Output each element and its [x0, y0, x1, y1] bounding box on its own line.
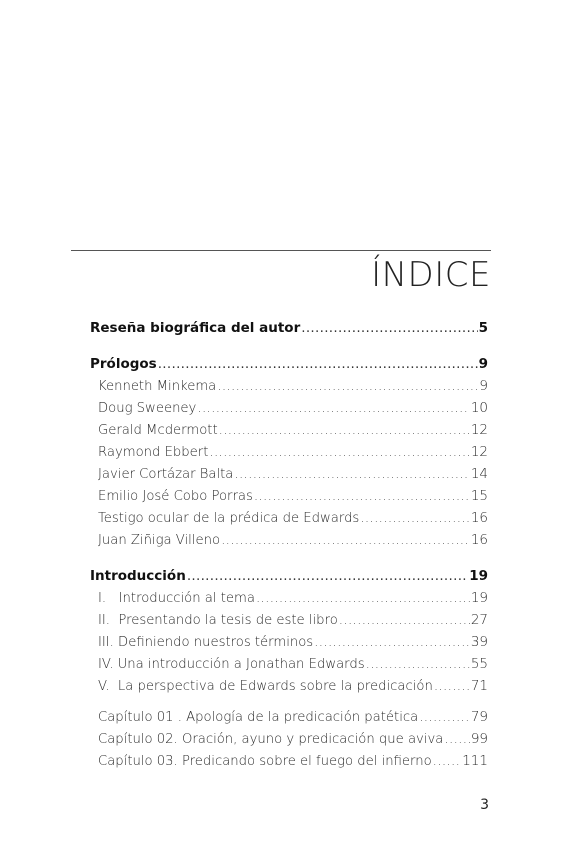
dot-leader [254, 485, 470, 507]
toc-entry-resena[interactable] [90, 317, 488, 339]
table-of-contents [90, 317, 488, 772]
toc-entry-title: Introducción [90, 568, 186, 584]
dot-leader [314, 631, 470, 653]
dot-leader [444, 728, 469, 750]
toc-entry-page: 71 [470, 678, 488, 694]
toc-entry-page: 55 [470, 656, 488, 672]
dot-leader [339, 609, 470, 631]
toc-entry-page: 27 [470, 612, 488, 628]
toc-entry-page: 9 [479, 378, 488, 394]
toc-subentry[interactable] [90, 587, 488, 609]
toc-entry-page: 9 [478, 356, 488, 372]
toc-entry-title: I. Introducción al tema [98, 591, 255, 606]
toc-entry-title: II. Presentando la tesis de este libro [98, 613, 338, 628]
dot-leader [209, 441, 469, 463]
toc-entry-page: 111 [462, 753, 488, 769]
toc-entry-page: 5 [478, 320, 488, 336]
toc-entry-title: Javier Cortázar Balta [98, 467, 234, 482]
toc-entry-title: Prólogos [90, 356, 157, 372]
toc-entry-title: Capítulo 01 . Apología de la predicación patética [98, 710, 419, 725]
toc-subentry[interactable] [90, 609, 488, 631]
dot-leader [187, 565, 468, 587]
toc-chapter-entry[interactable] [90, 706, 488, 728]
toc-entry-page: 12 [470, 444, 488, 460]
toc-subentry[interactable] [90, 441, 488, 463]
dot-leader [256, 587, 470, 609]
toc-entry-page: 79 [470, 709, 488, 725]
toc-entry-title: Gerald Mcdermott [98, 423, 218, 438]
dot-leader [221, 529, 470, 551]
dot-leader [433, 750, 462, 772]
toc-entry-introduccion[interactable] [90, 565, 488, 587]
dot-leader [234, 463, 469, 485]
toc-subentry[interactable] [90, 419, 488, 441]
toc-subentry[interactable] [90, 631, 488, 653]
dot-leader [366, 653, 470, 675]
toc-entry-prologos[interactable] [90, 353, 488, 375]
page-title: ÍNDICE [371, 255, 491, 295]
toc-entry-page: 10 [470, 400, 488, 416]
toc-subentry[interactable] [90, 397, 488, 419]
toc-entry-page: 39 [470, 634, 488, 650]
toc-entry-title: V. La perspectiva de Edwards sobre la predicación [98, 679, 433, 694]
toc-subentry[interactable] [90, 529, 488, 551]
page-number: 3 [480, 797, 489, 813]
toc-subentry[interactable] [90, 675, 488, 697]
toc-entry-title: Capítulo 03. Predicando sobre el fuego del infierno [98, 754, 432, 769]
toc-entry-page: 15 [470, 488, 488, 504]
dot-leader [419, 706, 470, 728]
toc-entry-title: Reseña biográfica del autor [90, 320, 301, 336]
dot-leader [219, 419, 470, 441]
toc-subentry[interactable] [90, 375, 488, 397]
toc-entry-title: Juan Ziñiga Villeno [98, 533, 221, 548]
toc-subentry[interactable] [90, 463, 488, 485]
toc-entry-title: III. Definiendo nuestros términos [98, 635, 314, 650]
toc-entry-page: 14 [470, 466, 488, 482]
toc-chapter-entry[interactable] [90, 728, 488, 750]
toc-entry-title: IV. Una introducción a Jonathan Edwards [98, 657, 365, 672]
toc-entry-page: 16 [470, 532, 488, 548]
dot-leader [301, 317, 477, 339]
title-rule [71, 250, 491, 251]
toc-entry-title: Capítulo 02. Oración, ayuno y predicación que aviva [98, 732, 444, 747]
toc-entry-title: Raymond Ebbert [98, 445, 209, 460]
toc-subentry[interactable] [90, 485, 488, 507]
toc-subentry[interactable] [90, 653, 488, 675]
toc-entry-page: 19 [470, 590, 488, 606]
dot-leader [360, 507, 470, 529]
toc-entry-page: 12 [470, 422, 488, 438]
toc-entry-page: 19 [469, 568, 488, 584]
toc-chapter-entry[interactable] [90, 750, 488, 772]
toc-entry-page: 99 [470, 731, 488, 747]
dot-leader [158, 353, 478, 375]
dot-leader [434, 675, 470, 697]
dot-leader [197, 397, 469, 419]
toc-subentry[interactable] [90, 507, 488, 529]
toc-entry-title: Kenneth Minkema [98, 379, 217, 394]
toc-entry-title: Emilio José Cobo Porras [98, 489, 253, 504]
dot-leader [217, 375, 478, 397]
toc-entry-title: Testigo ocular de la prédica de Edwards [98, 511, 360, 526]
toc-entry-page: 16 [470, 510, 488, 526]
toc-entry-title: Doug Sweeney [98, 401, 197, 416]
